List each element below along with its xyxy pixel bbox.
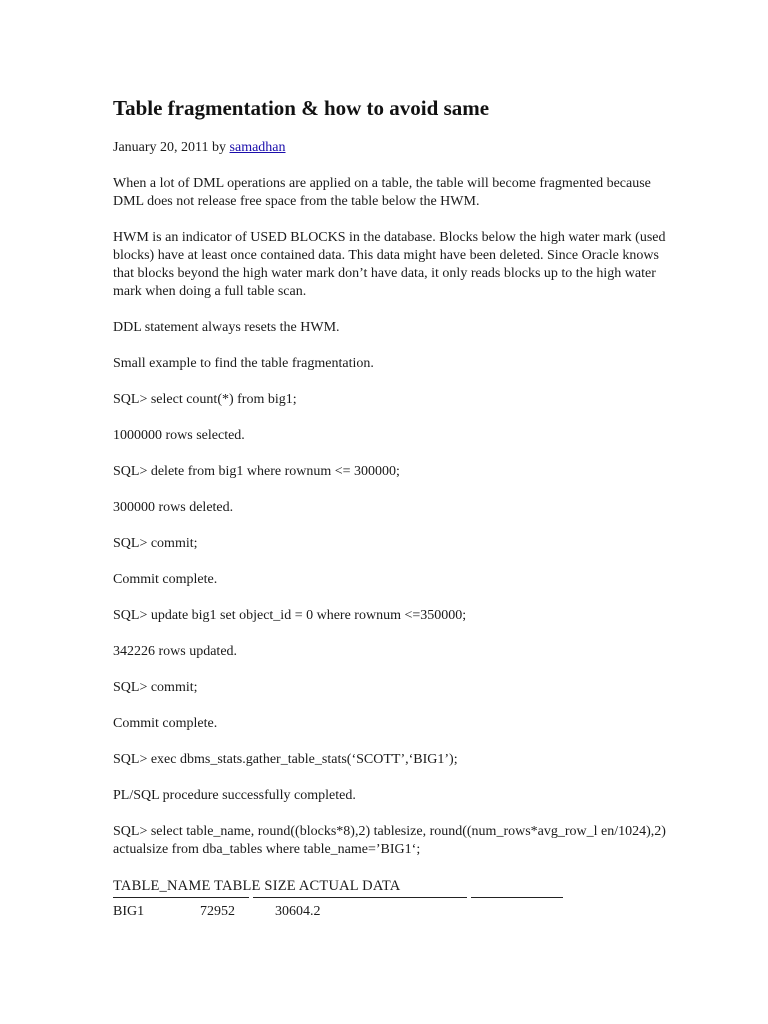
divider-segment [471,897,563,898]
result-table-header: TABLE_NAME TABLE SIZE ACTUAL DATA [113,878,401,894]
sql-update: SQL> update big1 set object_id = 0 where rownum <=350000; [113,608,467,623]
cell-table-size: 72952 [200,904,235,919]
sql-gather-stats: SQL> exec dbms_stats.gather_table_stats(‘SCOTT’,‘BIG1’); [113,752,458,767]
result-commit-2: Commit complete. [113,716,218,731]
article-title: Table fragmentation & how to avoid same [113,96,490,120]
result-table-divider [113,895,673,901]
cell-table-name: BIG1 [113,904,145,919]
paragraph-dml: When a lot of DML operations are applied on a table, the table will become fragmented because DML does not release free space from the table below the HWM. [113,176,651,209]
result-rows-updated: 342226 rows updated. [113,644,238,659]
paragraph-ddl: DDL statement always resets the HWM. [113,320,340,335]
sql-delete: SQL> delete from big1 where rownum <= 300000; [113,464,400,479]
result-rows-selected: 1000000 rows selected. [113,428,245,443]
paragraph-hwm: HWM is an indicator of USED BLOCKS in the database. Blocks below the high water mark (used blocks) have at least once contained data. This data might have been deleted. Since Oracle knows that blocks beyond the high water mark don’t have data, it only reads blocks up to the high water mark when doing a full table scan. [113,230,666,299]
divider-segment [253,897,467,898]
sql-commit-2: SQL> commit; [113,680,198,695]
article [113,94,673,921]
by-text: by [212,140,227,155]
result-plsql-completed: PL/SQL procedure successfully completed. [113,788,356,803]
divider-segment [113,897,249,898]
author-link[interactable]: samadhan [229,140,286,155]
result-rows-deleted: 300000 rows deleted. [113,500,234,515]
cell-actual-data: 30604.2 [275,904,321,919]
paragraph-example: Small example to find the table fragmentation. [113,356,374,371]
sql-select-size: SQL> select table_name, round((blocks*8),2) tablesize, round((num_rows*avg_row_l en/1024),2) actualsize from dba_tables where table_name=’BIG1‘; [113,824,666,857]
post-date: January 20, 2011 [113,140,209,155]
sql-select-count: SQL> select count(*) from big1; [113,392,297,407]
article-meta [113,139,673,157]
result-table-row [113,903,673,921]
result-commit-1: Commit complete. [113,572,218,587]
sql-commit-1: SQL> commit; [113,536,198,551]
